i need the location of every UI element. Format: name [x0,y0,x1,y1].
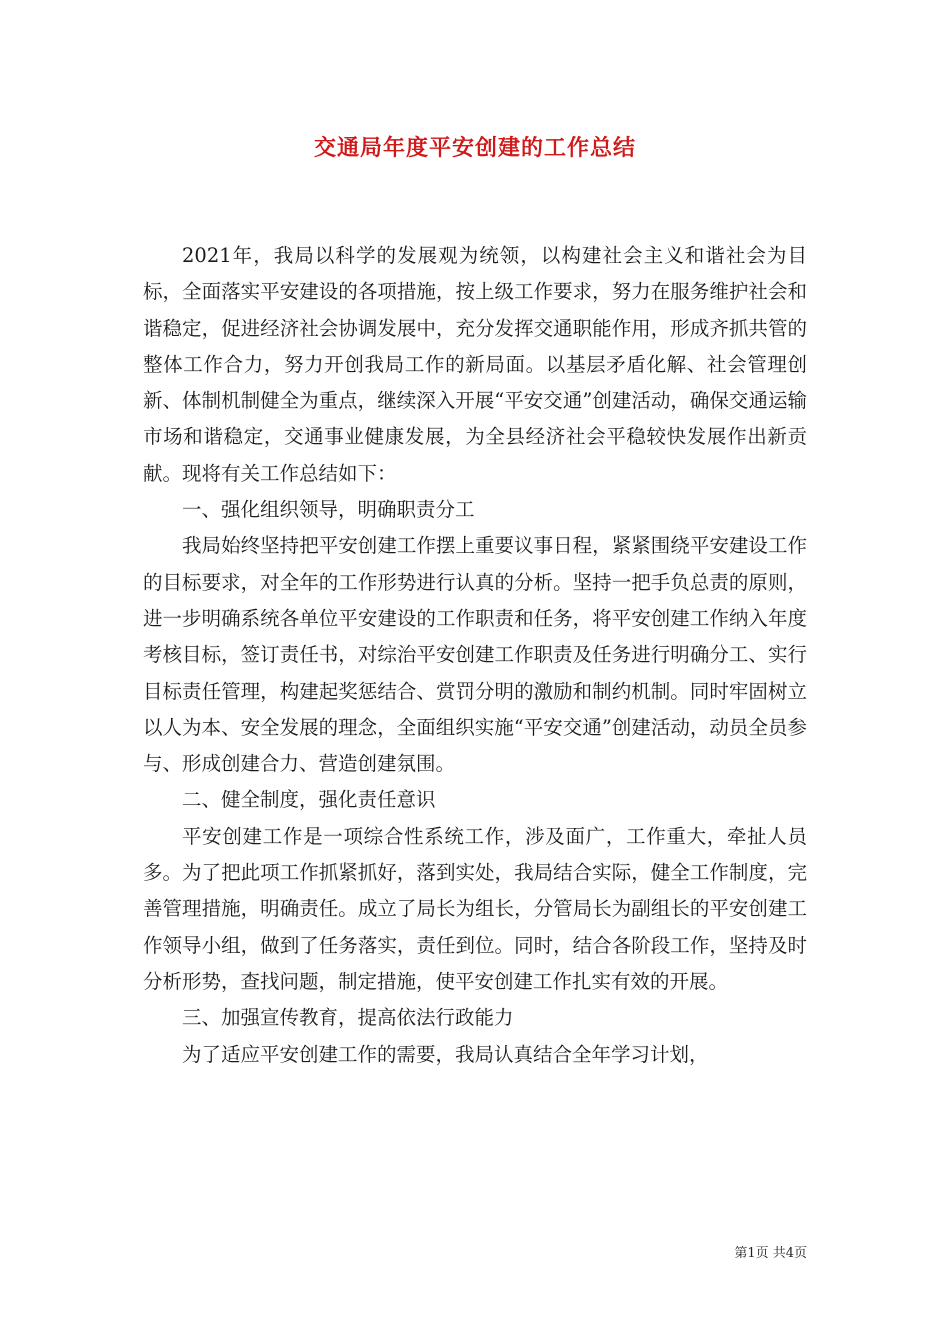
document-body [143,238,807,1073]
paragraph-section-2: 平安创建工作是一项综合性系统工作，涉及面广，工作重大，牵扯人员多。为了把此项工作抓紧抓好，落到实处，我局结合实际，健全工作制度，完善管理措施，明确责任。成立了局长为组长，分管局长为副组长的平安创建工作领导小组，做到了任务落实，责任到位。同时，结合各阶段工作，坚持及时分析形势，查找问题，制定措施，使平安创建工作扎实有效的开展。 [143,824,807,993]
page-title: 交通局年度平安创建的工作总结 [313,135,636,161]
section-heading-1: 一、强化组织领导，明确职责分工 [182,498,475,522]
section-heading-2: 二、健全制度，强化责任意识 [182,788,436,812]
paragraph-section-1: 我局始终坚持把平安创建工作摆上重要议事日程，紧紧围绕平安建设工作的目标要求，对全年的工作形势进行认真的分析。坚持一把手负总责的原则，进一步明确系统各单位平安建设的工作职责和任务，将平安创建工作纳入年度考核目标，签订责任书，对综治平安创建工作职责及任务进行明确分工、实行目标责任管理，构建起奖惩结合、赏罚分明的激励和制约机制。同时牢固树立以人为本、安全发展的理念，全面组织实施“平安交通”创建活动，动员全员参与、形成创建合力、营造创建氛围。 [143,534,807,776]
paragraph-section-3: 为了适应平安创建工作的需要，我局认真结合全年学习计划， [182,1042,709,1066]
paragraph-intro: 2021年，我局以科学的发展观为统领，以构建社会主义和谐社会为目标，全面落实平安建设的各项措施，按上级工作要求，努力在服务维护社会和谐稳定，促进经济社会协调发展中，充分发挥交通职能作用，形成齐抓共管的整体工作合力，努力开创我局工作的新局面。以基层矛盾化解、社会管理创新、体制机制健全为重点，继续深入开展“平安交通”创建活动，确保交通运输市场和谐稳定，交通事业健康发展，为全县经济社会平稳较快发展作出新贡献。现将有关工作总结如下： [143,244,807,485]
page-number-footer: 第1页 共4页 [734,1246,807,1261]
section-heading-3: 三、加强宣传教育，提高依法行政能力 [182,1006,514,1030]
